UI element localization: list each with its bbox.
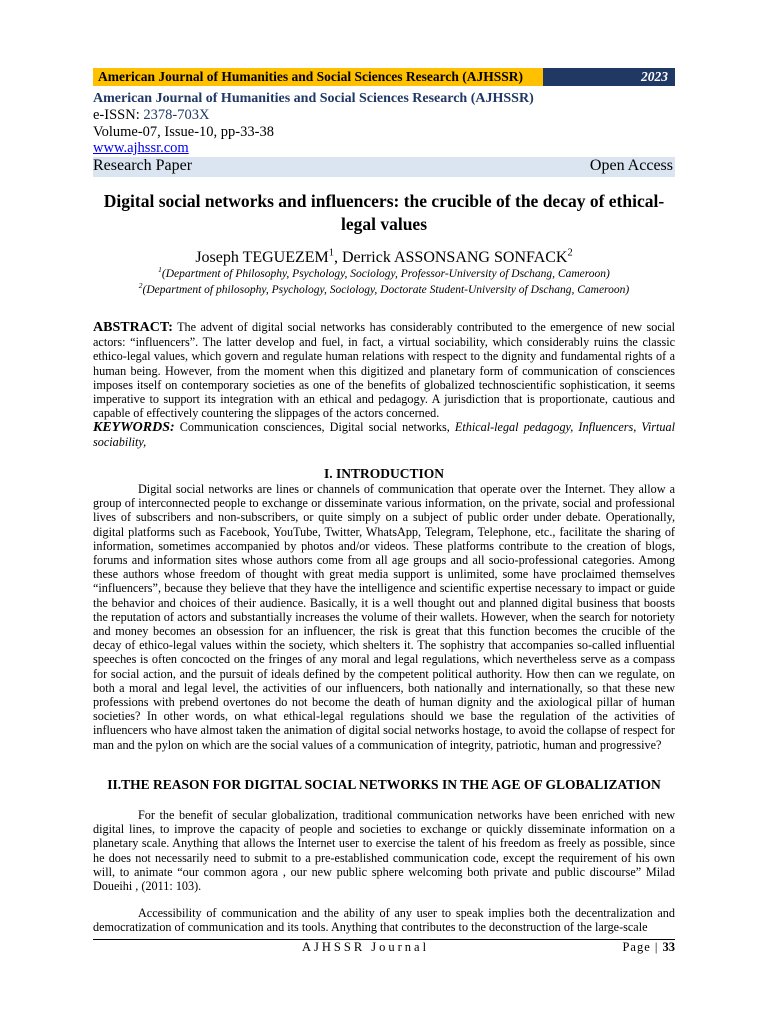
open-access-label: Open Access [589,157,673,174]
volume-line: Volume-07, Issue-10, pp-33-38 [93,124,274,140]
paper-type: Research Paper [93,157,193,174]
author-1-sup: 1 [328,247,334,259]
affiliation-1-text: (Department of Philosophy, Psychology, Sociology, Professor-University of Dschang, Cameroon) [161,268,610,280]
affiliation-1 [93,265,675,280]
author-line [93,249,675,267]
abstract-label: ABSTRACT: [93,320,173,335]
abstract-text: The advent of digital social networks has considerably contributed to the emergence of new social actors: “influencers”. The latter develop and fuel, in fact, a virtual sociability, which considerably ruins the classic ethico-legal values, which govern and regulate human relations with respect to the dignity and fundamental rights of a human being. However, from the moment when this digitized and planetary form of communication of consciences imposes itself on contemporary societies as one of the benefits of globalized technoscientific sophistication, it seems imperative to support its integration with an ethical and pedagogy. A jurisdiction that is proportionate, cautious and capable of effectively countering the slippages of the actors concerned. [93,320,675,421]
journal-title: American Journal of Humanities and Social Sciences Research (AJHSSR) [93,91,534,106]
footer-journal: AJHSSR Journal [302,940,430,954]
paper-type-bar [93,157,675,177]
intro-heading: I. INTRODUCTION [323,466,445,481]
footer-page-label: Page | [622,940,663,954]
reason-heading: II.THE REASON FOR DIGITAL SOCIAL NETWORKS IN THE AGE OF GLOBALIZATION [107,777,661,792]
year-label: 2023 [641,69,668,84]
keywords-italic: Ethical-legal pedagogy, Influencers, Virtual sociability, [93,420,675,450]
access-paragraph: Accessibility of communication and the ability of any user to speak implies both the decentralization and democratization of communication and its tools. Anything that contributes to the deconstruction of the large-scale [93,906,675,935]
issn-line [93,107,209,124]
abstract [93,320,675,420]
keywords [93,420,675,449]
issn-label: e-ISSN: [93,107,144,123]
paper-title: Digital social networks and influencers: the crucible of the decay of ethical-legal values [103,191,665,234]
footer-page-number: 33 [662,940,675,954]
journal-band-title: American Journal of Humanities and Social Sciences Research (AJHSSR) [98,69,523,84]
keywords-plain: Communication consciences, Digital social networks, [174,420,455,434]
issn-value: 2378-703X [143,107,210,123]
affiliation-2-text: (Department of philosophy, Psychology, Sociology, Doctorate Student-University of Dschang, Cameroon) [142,284,630,296]
reason-paragraph: For the benefit of secular globalization, traditional communication networks have been enriched with new digital lines, to improve the capacity of people and societies to exchange or quickly disseminate information on a planetary scale. Anything that allows the Internet user to exercise the talent of his freedom as freely as possible, since he does not necessarily need to submit to a pre-established communication code, except the requirement of his own will, to animate “our common agora , our new public sphere welcoming both private and public discourse” Milad Doueihi , (2011: 103). [93,808,675,894]
keywords-label: KEYWORDS: [93,420,175,435]
journal-header-band [93,68,675,86]
author-2: Derrick ASSONSANG SONFACK [341,249,568,266]
affiliation-1-sup: 1 [158,265,162,275]
author-1: Joseph TEGUEZEM [195,249,329,266]
intro-paragraph: Digital social networks are lines or channels of communication that operate over the Internet. They allow a group of interconnected people to exchange or disseminate various information, on the private, social and professional lives of subscribers and non-subscribers, or quite simply on a subject of public order under debate. Operationally, digital platforms such as Facebook, YouTube, Twitter, WhatsApp, Telegram, Telephone, etc., facilitate the sharing of information, sometimes accompanied by photos and/or videos. These platforms contribute to the creation of blogs, forums and information sites whose authors come from all age groups and all socio-professional categories. Among these authors whose freedom of thought with great media support is unlimited, some have proclaimed themselves “influencers”, because they believe that they have the intelligence and scientific expertise necessary to impact or guide the behavior and choices of their audience. Basically, it is a well thought out and planned digital business that boosts the reputation of actors and substantially increases the volume of their wallets. However, when the search for notoriety and money becomes an obsession for an influencer, the risk is great that this function becomes the crucible of the decay of ethico-legal values within the society, which shelters it. The sophistry that accompanies so-called influential speeches is often concocted on the fringes of any moral and legal regulations, which nevertheless serve as a compass for social action, and the pursuit of ideals defined by the competent political authority. How then can we regulate, on both a moral and legal level, the activities of our influencers, both nationally and internationally, so that these new professions with prebend overtones do not become the death of human dignity and the axiological pillar of human societies? In other words, on what ethical-legal regulations should we base the regulation of the activities of influencers who have almost taken the animation of digital social networks hostage, to avoid the collapse of respect for man and the pylon on which are the social values of a communication of integrity, patriotic, human and progressive? [93,482,675,752]
author-separator: , [333,249,342,266]
author-2-sup: 2 [567,247,573,259]
affiliation-2 [93,281,675,296]
footer-page [622,940,675,955]
website-link[interactable]: www.ajhssr.com [93,140,189,156]
affiliation-2-sup: 2 [138,281,143,291]
